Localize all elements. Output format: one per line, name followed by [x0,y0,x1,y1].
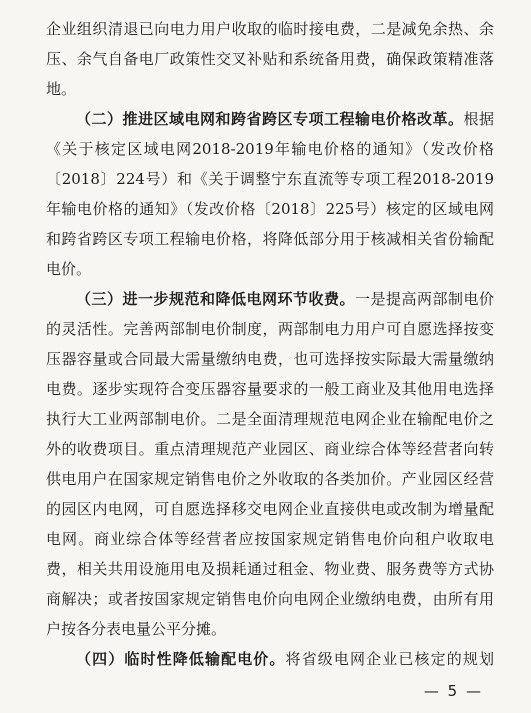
paragraph-text: 一是提高两部制电价的灵活性。完善两部制电价制度，两部制电力用户可自愿选择按变压器容量或合同最大需量缴纳电费，也可选择按实际最大需量缴纳电费。逐步实现符合变压器容量要求的一般工商业及其他用电选择执行大工业两部制电价。二是全面清理规范电网企业在输配电价之外的收费项目。重点清理规范产业园区、商业综合体等经营者向转供电用户在国家规定销售电价之外收取的各类加价。产业园区经营的园区内电网，可自愿选择移交电网企业直接供电或改制为增量配电网。商业综合体等经营者应按国家规定销售电价向租户收取电费，相关共用设施用电及损耗通过租金、物业费、服务费等方式协商解决；或者按国家规定销售电价向电网企业缴纳电费，由所有用户按各分表电量公平分摊。 [46,290,494,638]
section-heading: （三）进一步规范和降低电网环节收费。 [76,290,355,308]
paragraph-section-4 [46,644,494,674]
paragraph-text: 企业组织清退已向电力用户收取的临时接电费，二是减免余热、余压、余气自备电厂政策性交叉补贴和系统备用费，确保政策精准落地。 [46,20,494,98]
paragraph-section-3 [46,284,494,644]
paragraph-text: 将省级电网企业已核定的规划 [285,650,494,668]
page-number: — 5 — [423,682,483,700]
paragraph-section-2 [46,104,494,284]
section-heading: （四）临时性降低输配电价。 [76,650,286,668]
document-body [46,14,494,674]
section-heading: （二）推进区域电网和跨省跨区专项工程输电价格改革。 [76,110,464,128]
paragraph-intro-continued [46,14,494,104]
paragraph-text: 根据《关于核定区域电网2018-2019年输电价格的通知》（发改价格〔2018〕224号）和《关于调整宁东直流等专项工程2018-2019年输电价格的通知》（发改价格〔2018〕225号）核定的区域电网和跨省跨区专项工程输电价格，将降低部分用于核减相关省份输配电价。 [46,110,494,278]
